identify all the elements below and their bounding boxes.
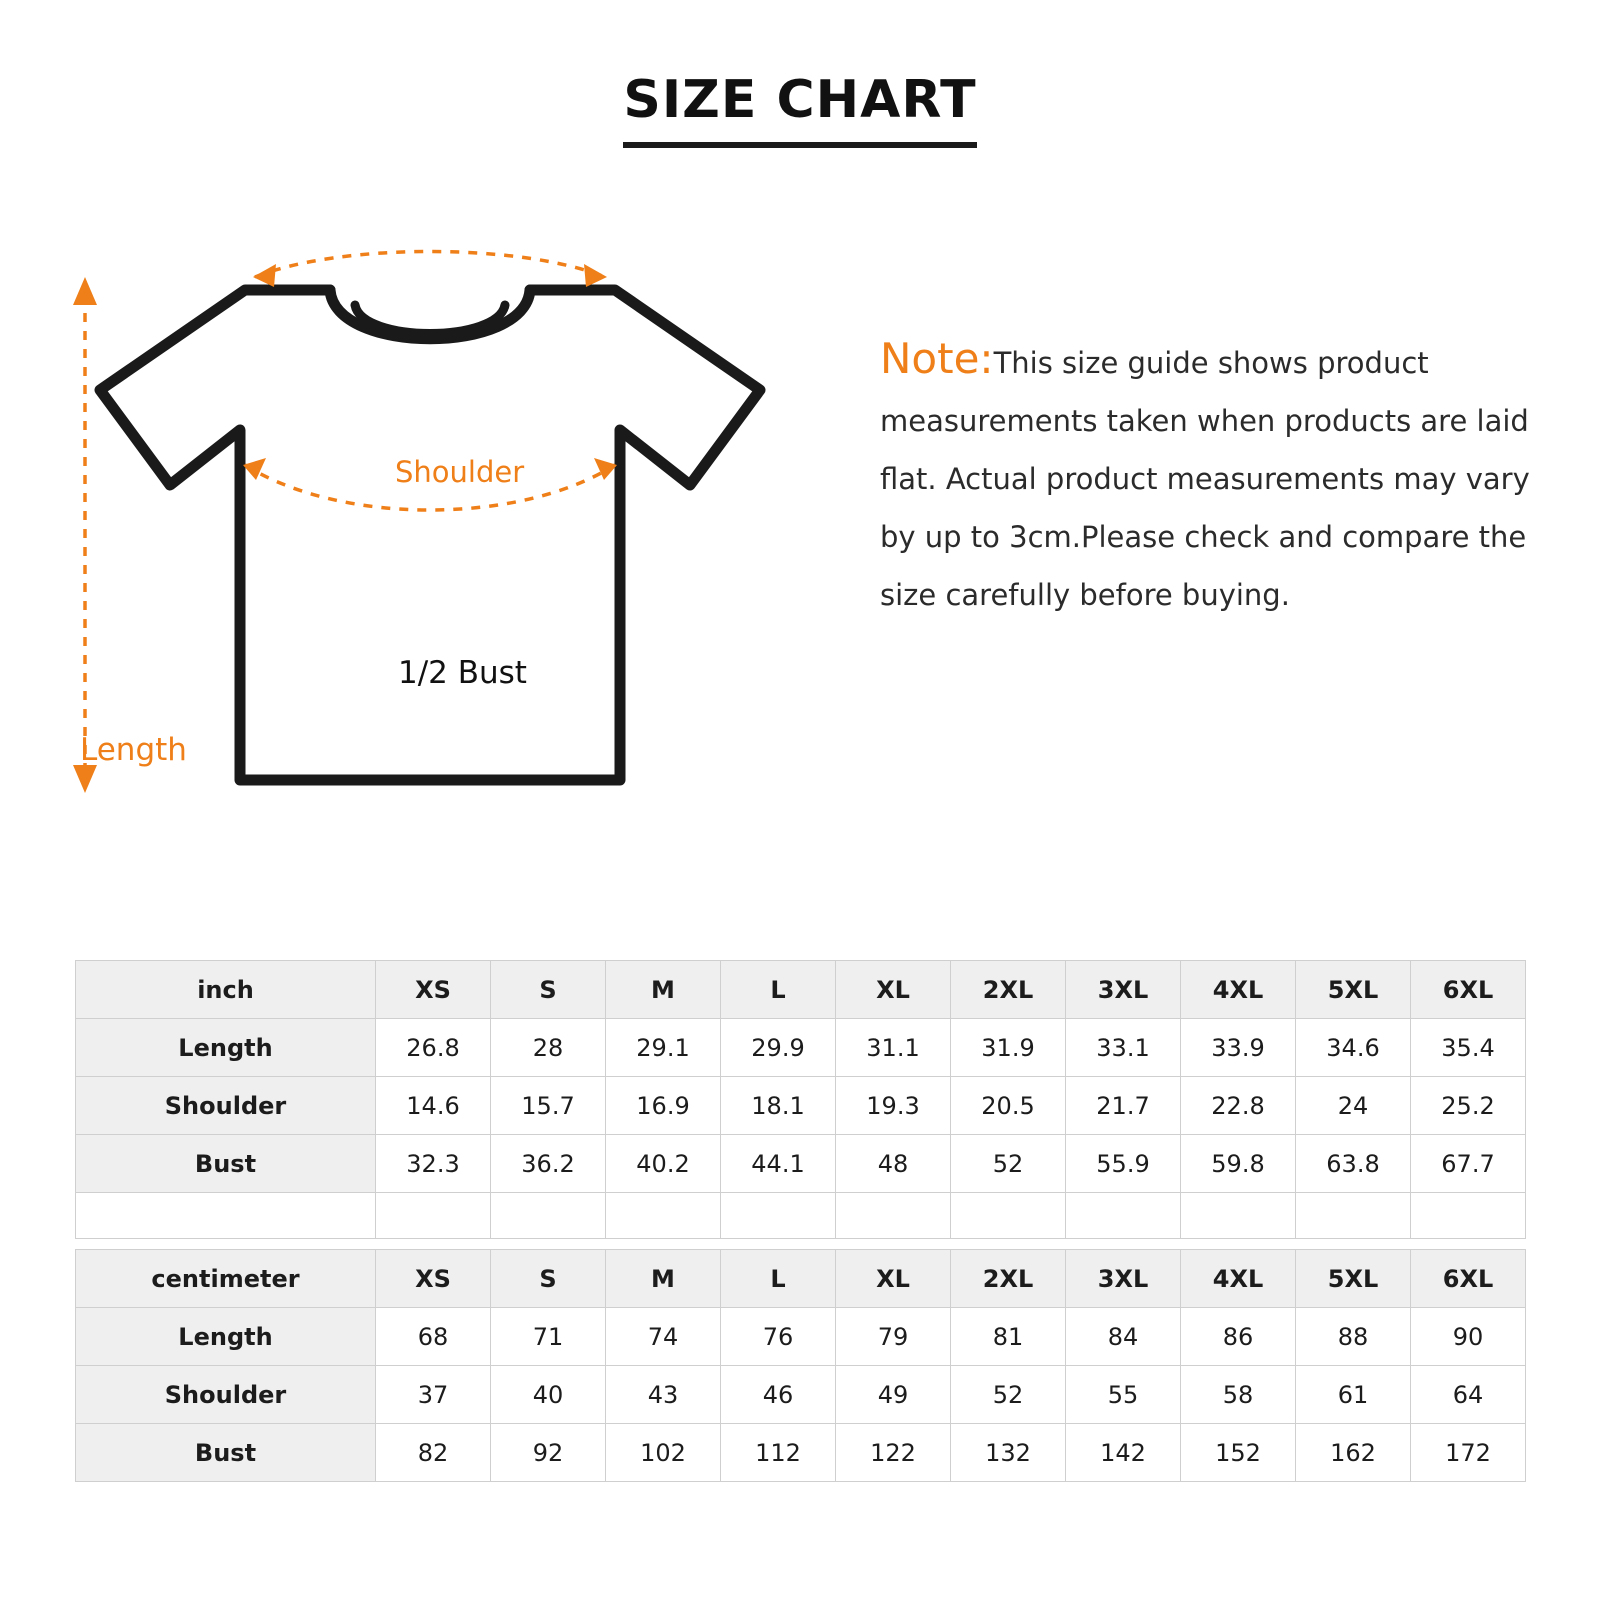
size-header: S <box>491 1250 606 1308</box>
cell: 84 <box>1066 1308 1181 1366</box>
table-header-row <box>76 1250 1526 1308</box>
tshirt-diagram <box>40 215 830 815</box>
cell: 35.4 <box>1411 1019 1526 1077</box>
cell: 64 <box>1411 1366 1526 1424</box>
cell: 40 <box>491 1366 606 1424</box>
cell: 16.9 <box>606 1077 721 1135</box>
size-header: 5XL <box>1296 961 1411 1019</box>
cell: 40.2 <box>606 1135 721 1193</box>
cell: 31.1 <box>836 1019 951 1077</box>
cell: 102 <box>606 1424 721 1482</box>
cell: 142 <box>1066 1424 1181 1482</box>
size-header: 6XL <box>1411 961 1526 1019</box>
table-row <box>76 1308 1526 1366</box>
cell: 92 <box>491 1424 606 1482</box>
cell: 36.2 <box>491 1135 606 1193</box>
cell: 162 <box>1296 1424 1411 1482</box>
cell: 52 <box>951 1135 1066 1193</box>
cell: 19.3 <box>836 1077 951 1135</box>
cell: 63.8 <box>1296 1135 1411 1193</box>
cell: 14.6 <box>376 1077 491 1135</box>
cell: 86 <box>1181 1308 1296 1366</box>
cell: 88 <box>1296 1308 1411 1366</box>
size-header: 6XL <box>1411 1250 1526 1308</box>
cell: 90 <box>1411 1308 1526 1366</box>
cell: 28 <box>491 1019 606 1077</box>
size-header: 2XL <box>951 1250 1066 1308</box>
cell: 55.9 <box>1066 1135 1181 1193</box>
cell: 21.7 <box>1066 1077 1181 1135</box>
note-keyword: Note: <box>880 334 994 383</box>
cell: 29.1 <box>606 1019 721 1077</box>
cell: 24 <box>1296 1077 1411 1135</box>
cell: 132 <box>951 1424 1066 1482</box>
cell: 58 <box>1181 1366 1296 1424</box>
size-header: 2XL <box>951 961 1066 1019</box>
unit-header-centimeter: centimeter <box>76 1250 376 1308</box>
table-gap <box>75 1239 1525 1249</box>
cell: 67.7 <box>1411 1135 1526 1193</box>
cell: 48 <box>836 1135 951 1193</box>
cell: 34.6 <box>1296 1019 1411 1077</box>
size-header: XS <box>376 961 491 1019</box>
cell: 22.8 <box>1181 1077 1296 1135</box>
cell: 112 <box>721 1424 836 1482</box>
cell: 61 <box>1296 1366 1411 1424</box>
cell: 82 <box>376 1424 491 1482</box>
cell: 31.9 <box>951 1019 1066 1077</box>
size-header: S <box>491 961 606 1019</box>
row-label: Length <box>76 1019 376 1077</box>
size-header: M <box>606 1250 721 1308</box>
size-header: XL <box>836 1250 951 1308</box>
cell: 152 <box>1181 1424 1296 1482</box>
size-header: L <box>721 961 836 1019</box>
cell: 81 <box>951 1308 1066 1366</box>
cell: 29.9 <box>721 1019 836 1077</box>
table-row <box>76 1424 1526 1482</box>
bust-label: 1/2 Bust <box>398 655 527 691</box>
cell: 44.1 <box>721 1135 836 1193</box>
cell: 76 <box>721 1308 836 1366</box>
row-label: Shoulder <box>76 1366 376 1424</box>
page-title: SIZE CHART <box>623 70 976 148</box>
note-body: This size guide shows product measurements taken when products are laid flat. Actual product measurements may vary by up to 3cm.Please check and compare the size carefully before buying. <box>880 346 1530 612</box>
cell: 25.2 <box>1411 1077 1526 1135</box>
cell: 49 <box>836 1366 951 1424</box>
cell: 33.9 <box>1181 1019 1296 1077</box>
measurement-tables <box>75 960 1525 1482</box>
note-block <box>880 330 1540 624</box>
row-label: Length <box>76 1308 376 1366</box>
row-label: Bust <box>76 1424 376 1482</box>
cell: 37 <box>376 1366 491 1424</box>
cell: 52 <box>951 1366 1066 1424</box>
cell: 33.1 <box>1066 1019 1181 1077</box>
table-row <box>76 1019 1526 1077</box>
unit-header-inch: inch <box>76 961 376 1019</box>
cell: 79 <box>836 1308 951 1366</box>
size-table-centimeter <box>75 1249 1526 1482</box>
table-spacer-row <box>76 1193 1526 1239</box>
cell: 122 <box>836 1424 951 1482</box>
row-label: Shoulder <box>76 1077 376 1135</box>
table-row <box>76 1077 1526 1135</box>
cell: 18.1 <box>721 1077 836 1135</box>
size-header: L <box>721 1250 836 1308</box>
table-row <box>76 1135 1526 1193</box>
cell: 71 <box>491 1308 606 1366</box>
size-header: XL <box>836 961 951 1019</box>
cell: 172 <box>1411 1424 1526 1482</box>
cell: 32.3 <box>376 1135 491 1193</box>
table-row <box>76 1366 1526 1424</box>
length-label: Length <box>80 732 187 768</box>
cell: 15.7 <box>491 1077 606 1135</box>
cell: 43 <box>606 1366 721 1424</box>
size-header: 3XL <box>1066 1250 1181 1308</box>
size-header: XS <box>376 1250 491 1308</box>
size-table-inch <box>75 960 1526 1239</box>
size-header: 3XL <box>1066 961 1181 1019</box>
table-header-row <box>76 961 1526 1019</box>
row-label: Bust <box>76 1135 376 1193</box>
size-header: 4XL <box>1181 1250 1296 1308</box>
size-header: 5XL <box>1296 1250 1411 1308</box>
cell: 20.5 <box>951 1077 1066 1135</box>
cell: 59.8 <box>1181 1135 1296 1193</box>
page-title-container <box>0 70 1600 148</box>
cell: 46 <box>721 1366 836 1424</box>
size-header: 4XL <box>1181 961 1296 1019</box>
cell: 68 <box>376 1308 491 1366</box>
cell: 74 <box>606 1308 721 1366</box>
shoulder-label: Shoulder <box>395 455 525 489</box>
size-header: M <box>606 961 721 1019</box>
note-paragraph <box>880 330 1540 624</box>
cell: 55 <box>1066 1366 1181 1424</box>
cell: 26.8 <box>376 1019 491 1077</box>
